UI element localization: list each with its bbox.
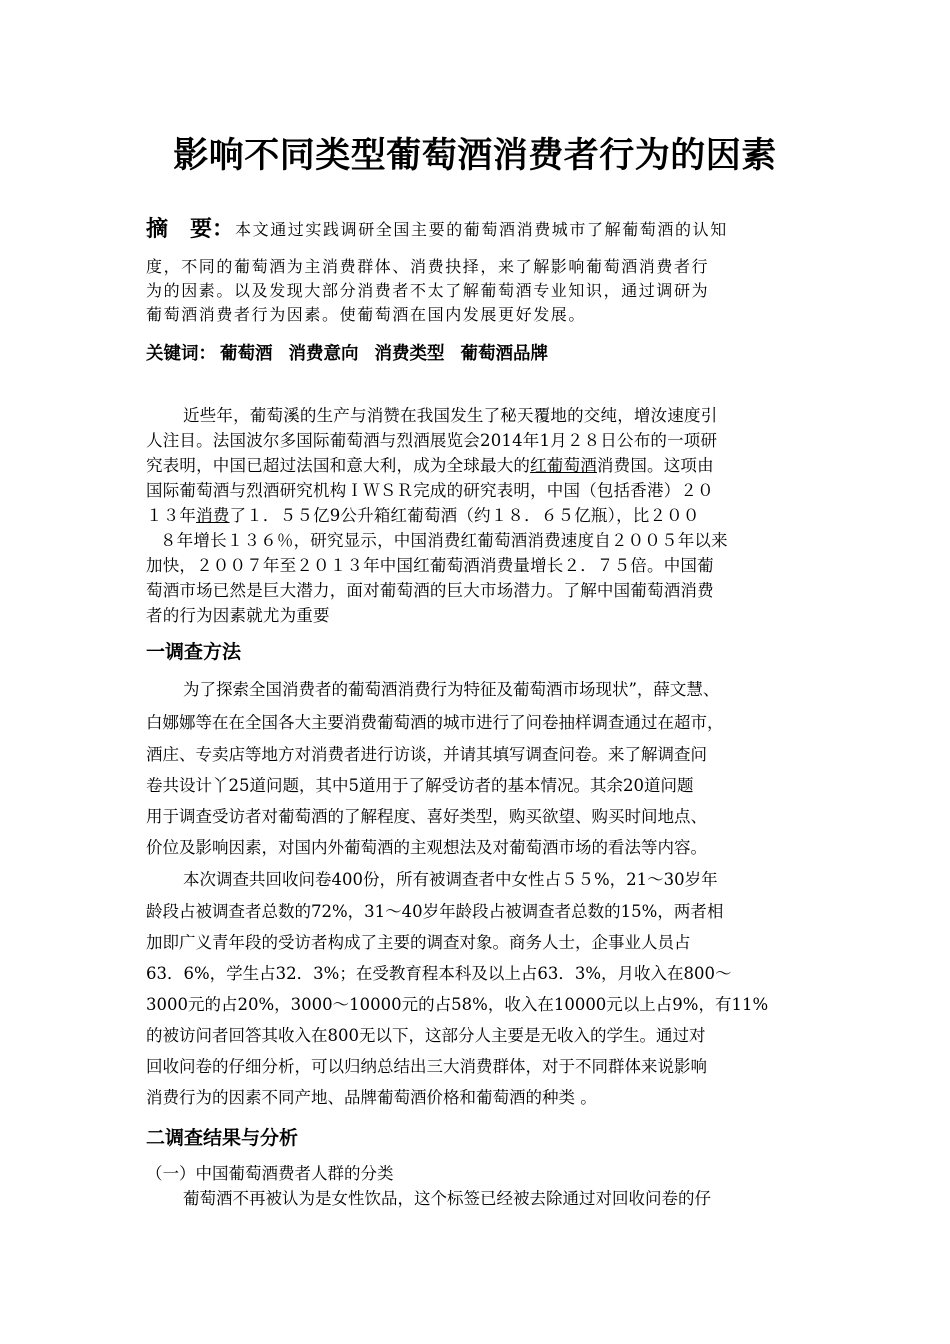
body-line: 白娜娜等在在全国各大主要消费葡萄酒的城市进行了问卷抽样调查通过在超市， [146, 713, 724, 732]
intro-line: 者的行为因素就尤为重要 [146, 606, 330, 625]
consumption-link[interactable]: 消费 [196, 506, 230, 525]
body-line: 卷共设计丫25道问题，其中5道用于了解受访者的基本情况。其余20道问题 [146, 776, 694, 795]
subsection-heading: （一）中国葡萄酒费者人群的分类 [146, 1164, 394, 1183]
keywords-label: 关键词： [146, 344, 216, 364]
body-line: 价位及影响因素，对国内外葡萄酒的主观想法及对葡萄酒市场的看法等内容。 [146, 838, 707, 857]
abstract-label: 摘 要： [146, 217, 235, 242]
intro-line: 国际葡萄酒与烈酒研究机构ＩＷＳＲ完成的研究表明，中国（包括香港）２０ [146, 481, 714, 500]
body-line: 的被访问者回答其收入在800无以下，这部分人主要是无收入的学生。通过对 [146, 1026, 706, 1045]
red-wine-link[interactable]: 红葡萄酒 [530, 456, 597, 475]
section-heading: 二调查结果与分析 [146, 1127, 299, 1149]
intro-line: 加快，２００７年至２０１３年中国红葡萄酒消费量增长２．７５倍。中国葡 [146, 556, 714, 575]
keyword-item: 消费意向 [288, 344, 359, 364]
body-line: 消费行为的因素不同产地、品牌葡萄酒价格和葡萄酒的种类 。 [146, 1088, 597, 1107]
body-line: 本次调查共回收问卷400份，所有被调查者中女性占５５%，21～30岁年 [183, 870, 718, 889]
body-line: 龄段占被调查者总数的72%，31～40岁年龄段占被调查者总数的15%，两者相 [146, 902, 724, 921]
intro-line: 近些年，葡萄溪的生产与消赞在我国发生了秘天覆地的交纯，增汝速度引 [183, 406, 718, 425]
keyword-item: 葡萄酒品牌 [460, 344, 548, 364]
intro-line: 萄酒市场已然是巨大潜力，面对葡萄酒的巨大市场潜力。了解中国葡萄酒消费 [146, 581, 714, 600]
keyword-item: 葡萄酒 [220, 344, 273, 364]
abstract-line: 度，不同的葡萄酒为主消费群体、消费抉择，来了解影响葡萄酒消费者行 [146, 257, 710, 276]
body-line: 为了探索全国消费者的葡萄酒消费行为特征及葡萄酒市场现状”，薛文慧、 [183, 680, 720, 699]
abstract-line: 本文通过实践调研全国主要的葡萄酒消费城市了解葡萄酒的认知 [235, 220, 728, 239]
intro-line: １３年消费了１．５５亿9公升箱红葡萄酒（约１８．６５亿瓶），比２００ [146, 506, 700, 525]
intro-line: 究表明，中国已超过法国和意大利，成为全球最大的红葡萄酒消费国。这项由 [146, 456, 714, 475]
intro-line: 人注目。法国波尔多国际葡萄酒与烈酒展览会2014年1月２８日公布的一项研 [146, 431, 718, 450]
abstract-line: 为的因素。以及发现大部分消费者不太了解葡萄酒专业知识，通过调研为 [146, 281, 710, 300]
keyword-item: 消费类型 [374, 344, 445, 364]
body-line: 加即广义青年段的受访者构成了主要的调查对象。商务人士，企事业人员占 [146, 933, 691, 952]
page-title: 影响不同类型葡萄酒消费者行为的因素 [173, 136, 777, 176]
keywords-row [146, 340, 564, 365]
body-line: 用于调查受访者对葡萄酒的了解程度、喜好类型，购买欲望、购买时间地点、 [146, 807, 707, 826]
body-line: 3000元的占20%，3000～10000元的占58%，收入在10000元以上占9%，有11% [146, 995, 769, 1014]
intro-line: ８年增长１３６％，研究显示，中国消费红葡萄酒消费速度自２００５年以来 [160, 531, 728, 550]
body-line: 63．6%，学生占32．3%；在受教育程本科及以上占63．3%，月收入在800～ [146, 964, 732, 983]
section-heading: 一调查方法 [146, 641, 242, 663]
body-line: 回收问卷的仔细分析，可以归纳总结出三大消费群体，对于不同群体来说影响 [146, 1057, 707, 1076]
body-line: 葡萄酒不再被认为是女性饮品，这个标签已经被去除通过对回收问卷的仔 [183, 1189, 711, 1208]
body-line: 酒庄、专卖店等地方对消费者进行访谈，并请其填写调查问卷。来了解调查问 [146, 745, 707, 764]
abstract-line: 葡萄酒消费者行为因素。使葡萄酒在国内发展更好发展。 [146, 305, 587, 324]
